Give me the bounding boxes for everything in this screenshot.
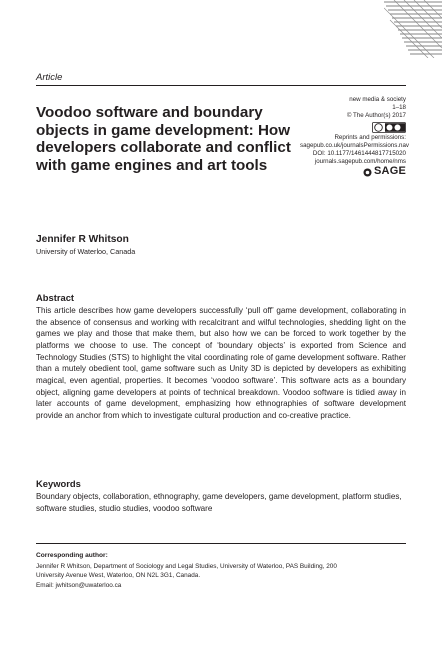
sage-logo-icon: [363, 168, 372, 177]
copyright-line: © The Author(s) 2017: [346, 112, 406, 120]
reprints-label: Reprints and permissions:: [334, 133, 406, 141]
author-name: Jennifer R Whitson: [36, 234, 129, 245]
corresponding-author-details: [36, 562, 406, 590]
journal-link[interactable]: journals.sagepub.com/home/nms: [314, 158, 406, 166]
keywords-text: Boundary objects, collaboration, ethnography, game developers, game development, platform studies, software studies, studio studies, voodoo software: [36, 492, 402, 513]
corresponding-address-line: University Avenue West, Waterloo, ON N2L 3G1, Canada.: [36, 572, 201, 580]
journal-meta-block: [300, 96, 410, 178]
journal-mark-icon: [384, 0, 442, 58]
article-type-label: Article: [36, 72, 63, 83]
corresponding-address-line: Jennifer R Whitson, Department of Sociology and Legal Studies, University of Waterloo, PAS Building, 200: [36, 563, 337, 570]
abstract-heading: Abstract: [36, 292, 75, 303]
abstract-text: This article describes how game developers successfully ‘pull off’ game development, collaborating in the absence of consensus and working with recalcitrant and wilful technologies, shedding light on the games we play and those that make them, but also how we can be forced to work together by the platforms we choose to use. The concept of ‘boundary objects’ is exported from Science and Technology Studies (STS) to highlight the vital coordinating role of game development software. Rather than a mutely obedient tool, game software such as Unity 3D is depicted by developers as exhibiting magical, even agential, properties. It becomes ‘voodoo software’. This software acts as a boundary object, aligning game developers at points of technical breakdown. Voodoo software is tidied away in later accounts of game development, emphasizing how ethnographies of software development provide an anchor from which to investigate cultural production and co-creative practice.: [36, 306, 406, 420]
footnote-divider: [36, 543, 406, 544]
publisher-name: SAGE: [374, 165, 406, 178]
creative-commons-icon: [372, 122, 406, 133]
doi-line[interactable]: DOI: 10.1177/1461444817715020: [312, 150, 406, 158]
corresponding-author-heading: Corresponding author:: [36, 552, 108, 559]
corresponding-email[interactable]: Email: jwhitson@uwaterloo.ca: [36, 581, 122, 589]
journal-name: new media & society: [349, 96, 406, 103]
reprints-link[interactable]: sagepub.co.uk/journalsPermissions.nav: [300, 141, 410, 149]
page-range: 1–18: [392, 104, 406, 112]
keywords-heading: Keywords: [36, 478, 81, 489]
author-affiliation: University of Waterloo, Canada: [36, 247, 136, 256]
paper-title: Voodoo software and boundary objects in game development: How developers collaborate and conflict with game engines and art tools: [36, 104, 291, 174]
header-divider: [36, 85, 406, 86]
